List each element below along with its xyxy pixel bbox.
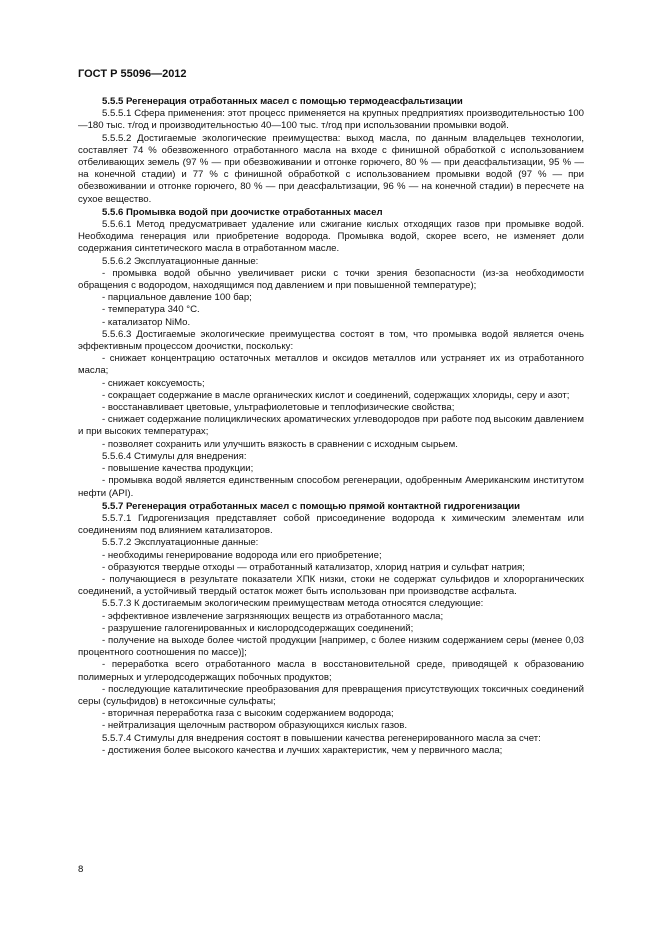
paragraph: - снижает коксуемость; (102, 377, 205, 389)
paragraph: - снижает содержание полициклических ароматических углеводородов при работе под высоким давлением и при высоких температурах; (78, 414, 584, 438)
paragraph: - повышение качества продукции; (102, 463, 254, 475)
paragraph: - получающиеся в результате показатели ХПК низки, стоки не содержат сульфидов и хлорорганических соединений, а устойчивый твердый остаток может быть использован при производстве асфальта. (78, 573, 584, 598)
paragraph: 5.5.7.1 Гидрогенизация представляет собой присоединение водорода к химическим элементам или соединениям под влиянием катализаторов. (78, 512, 584, 537)
paragraph: - образуются твердые отходы — отработанный катализатор, хлорид натрия и сульфат натрия; (102, 561, 525, 573)
paragraph: 5.5.6.3 Достигаемые экологические преимущества состоят в том, что промывка водой является очень эффективным процессом доочистки, поскольку: (78, 328, 584, 353)
paragraph: - температура 340 °С. (102, 304, 200, 316)
paragraph: - катализатор NiMo. (102, 316, 191, 328)
paragraph: - промывка водой обычно увеличивает риски с точки зрения безопасности (из-за необходимости обращения с водородом, находящимся под давлением и при повышенной температуре); (78, 267, 584, 292)
paragraph: - необходимы генерирование водорода или его приобретение; (102, 549, 382, 561)
section-heading: 5.5.6 Промывка водой при доочистке отработанных масел (102, 206, 383, 218)
paragraph: 5.5.6.4 Стимулы для внедрения: (102, 450, 247, 462)
paragraph: - позволяет сохранить или улучшить вязкость в сравнении с исходным сырьем. (102, 438, 458, 450)
paragraph: - переработка всего отработанного масла в восстановительной среде, приводящей к образованию полимерных и углеродсодержащих побочных продуктов; (78, 659, 584, 683)
paragraph: - вторичная переработка газа с высоким содержанием водорода; (102, 708, 394, 720)
paragraph: 5.5.7.2 Эксплуатационные данные: (102, 537, 259, 549)
paragraph: - восстанавливает цветовые, ультрафиолетовые и теплофизические свойства; (102, 402, 455, 414)
paragraph: 5.5.6.1 Метод предусматривает удаление или сжигание кислых отходящих газов при промывке водой. Необходима генерация или приобретение водорода. Промывка водой, скорее всего, не изменяет доли содержания синтетического масла в отработанном масле. (78, 219, 584, 255)
paragraph: - парциальное давление 100 бар; (102, 292, 252, 304)
paragraph: - эффективное извлечение загрязняющих веществ из отработанного масла; (102, 610, 444, 622)
paragraph: 5.5.5.1 Сфера применения: этот процесс применяется на крупных предприятиях производительностью 100—180 тыс. т/год и производительностью 40—100 тыс. т/год при использовании промывки водой. (78, 108, 584, 132)
section-heading: 5.5.7 Регенерация отработанных масел с помощью прямой контактной гидрогенизации (102, 500, 521, 512)
document-header: ГОСТ Р 55096—2012 (78, 68, 187, 80)
section-heading: 5.5.5 Регенерация отработанных масел с помощью термодеасфальтизации (102, 96, 463, 107)
paragraph: - снижает концентрацию остаточных металлов и оксидов металлов или устраняет их из отработанного масла; (78, 353, 584, 377)
paragraph: - промывка водой является единственным способом регенерации, одобренным Американским институтом нефти (API). (78, 475, 584, 499)
paragraph: 5.5.5.2 Достигаемые экологические преимущества: выход масла, по данным владельцев технологии, составляет 74 % обезвоженного отработанного масла на входе с финишной обработкой с использованием отбеливающих земель (97 % — при обезвоживании и отгонке горючего, 80 % — при деасфальтизации, 95 % — на конечной стадии) и 77 % с финишной обработкой с использованием промывки водой (97 % — при обезвоживании и отгонке горючего, 80 % — при деасфальтизации, 96 % — на конечной стадии) в пересчете на сухое вещество. (78, 132, 584, 205)
paragraph: 5.5.7.3 К достигаемым экологическим преимуществам метода относятся следующие: (102, 598, 484, 610)
paragraph: - достижения более высокого качества и лучших характеристик, чем у первичного масла; (102, 744, 503, 756)
paragraph: - получение на выходе более чистой продукции [например, с более низким содержанием серы (менее 0,03 процентного соотношения по массе)]; (78, 634, 584, 659)
document-body (78, 95, 584, 757)
paragraph: 5.5.7.4 Стимулы для внедрения состоят в повышении качества регенерированного масла за счет: (102, 732, 541, 744)
paragraph: - разрушение галогенированных и кислородсодержащих соединений; (102, 622, 414, 634)
paragraph: - сокращает содержание в масле органических кислот и соединений, содержащих хлориды, серу и азот; (102, 389, 570, 401)
paragraph: 5.5.6.2 Эксплуатационные данные: (102, 255, 259, 267)
page-number: 8 (78, 864, 84, 875)
paragraph: - нейтрализация щелочным раствором образующихся кислых газов. (102, 720, 408, 732)
paragraph: - последующие каталитические преобразования для превращения присутствующих токсичных соединений серы (сульфидов) в нетоксичные сульфаты; (78, 683, 584, 707)
